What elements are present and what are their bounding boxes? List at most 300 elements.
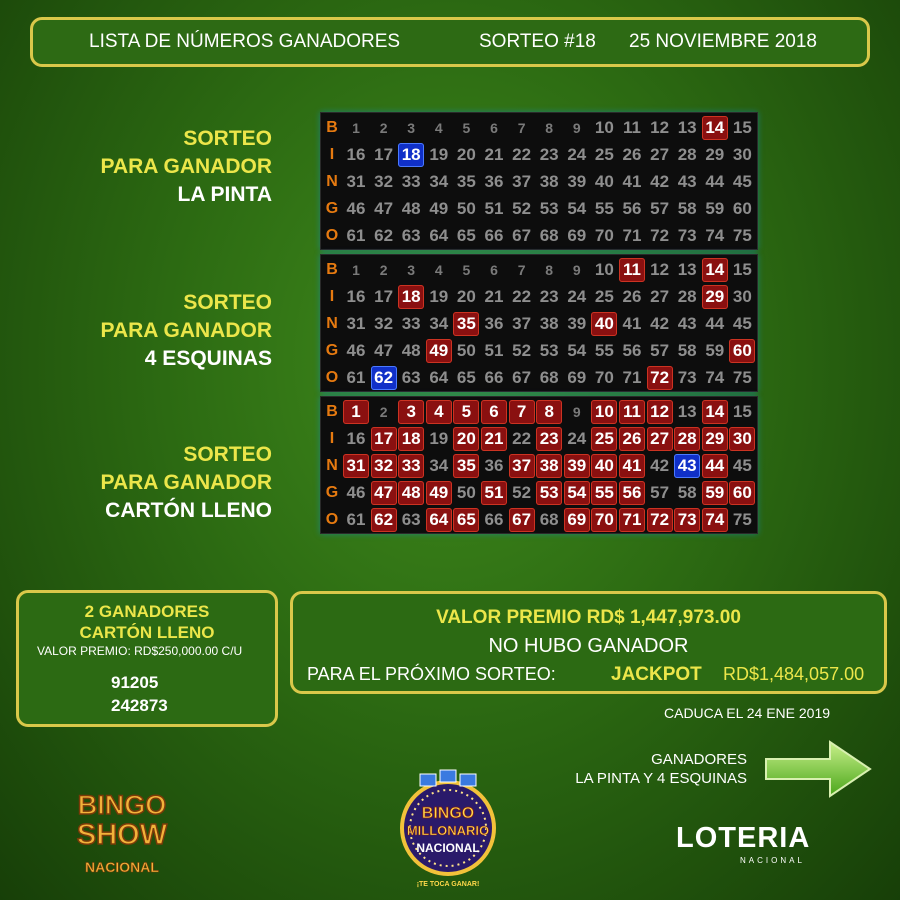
board-number: 64 <box>429 368 449 387</box>
board-number: 5 <box>453 400 479 424</box>
board-number: 69 <box>567 226 587 245</box>
board-number: 39 <box>564 454 590 478</box>
board-number: 19 <box>429 287 449 306</box>
board-number: 57 <box>650 199 670 218</box>
board-number: 8 <box>536 400 562 424</box>
board-number: 19 <box>429 145 449 164</box>
board-number: 46 <box>346 199 366 218</box>
board-number: 47 <box>374 341 394 360</box>
board-number: 33 <box>398 454 424 478</box>
winning-card-number: 242873 <box>111 696 168 715</box>
board-number: 13 <box>677 402 697 421</box>
board-number: 9 <box>572 120 581 136</box>
board-number: 11 <box>623 118 641 137</box>
label-line: SORTEO <box>183 443 272 466</box>
bingo-letter: G <box>325 484 339 501</box>
board-number: 19 <box>429 429 449 448</box>
board-number: 39 <box>567 314 587 333</box>
board-number: 68 <box>539 368 559 387</box>
board-number: 5 <box>462 120 471 136</box>
board-number: 60 <box>729 339 755 363</box>
board-number: 49 <box>426 339 452 363</box>
board-number: 73 <box>674 508 700 532</box>
no-winner-text: NO HUBO GANADOR <box>488 635 689 657</box>
bingo-letter: B <box>326 403 338 420</box>
board-number: 54 <box>567 341 587 360</box>
board-number: 20 <box>453 427 479 451</box>
board-number: 44 <box>705 314 725 333</box>
board-row <box>321 507 759 534</box>
board-number: 68 <box>539 226 559 245</box>
board-number: 12 <box>650 260 670 279</box>
board-number: 36 <box>484 314 504 333</box>
board-number: 14 <box>702 400 728 424</box>
board-number: 38 <box>536 454 562 478</box>
board-number: 24 <box>567 429 587 448</box>
board-number: 4 <box>434 120 443 136</box>
board-number: 59 <box>702 481 728 505</box>
board-number: 52 <box>512 483 532 502</box>
board-number: 67 <box>512 368 532 387</box>
board-number: 74 <box>705 368 725 387</box>
board-number: 22 <box>512 429 532 448</box>
board-number: 64 <box>426 508 452 532</box>
bingo-letter: G <box>325 342 339 359</box>
board-number: 51 <box>484 199 504 218</box>
board-number: 30 <box>732 145 752 164</box>
prize-box <box>290 591 887 694</box>
winners-title-line: CARTÓN LLENO <box>79 623 215 642</box>
board-number: 48 <box>401 341 421 360</box>
board-number: 57 <box>650 483 670 502</box>
board-number: 15 <box>732 402 752 421</box>
board-number: 56 <box>619 481 645 505</box>
board-number: 21 <box>484 145 504 164</box>
board-number: 69 <box>567 368 587 387</box>
board-row <box>321 284 759 311</box>
board-number: 32 <box>374 314 394 333</box>
board-number: 36 <box>484 456 504 475</box>
board-number: 41 <box>622 172 642 191</box>
board-number: 46 <box>346 483 366 502</box>
bingo-letter: N <box>326 457 338 474</box>
board-number: 61 <box>346 226 366 245</box>
bingo-letter: O <box>325 227 339 244</box>
board-number: 72 <box>647 366 673 390</box>
bingo-letter: B <box>326 261 338 278</box>
jackpot-label: JACKPOT <box>611 664 702 685</box>
board-number: 54 <box>567 199 587 218</box>
board-number: 7 <box>517 120 526 136</box>
board-number: 32 <box>371 454 397 478</box>
board-number: 29 <box>702 427 728 451</box>
board-number: 54 <box>564 481 590 505</box>
loteria-nacional-logo <box>676 818 836 868</box>
winners-title <box>19 601 275 643</box>
board-number: 27 <box>647 427 673 451</box>
label-line: PARA GANADOR <box>100 155 272 178</box>
board-number: 60 <box>729 481 755 505</box>
board-number: 74 <box>702 508 728 532</box>
board-number: 26 <box>619 427 645 451</box>
board-number: 70 <box>594 368 614 387</box>
board-number: 44 <box>702 454 728 478</box>
board-number: 32 <box>374 172 394 191</box>
board-number: 59 <box>705 199 725 218</box>
board-number: 50 <box>456 199 476 218</box>
board-number: 26 <box>622 287 642 306</box>
board-number: 75 <box>732 368 752 387</box>
bingo-letter: G <box>325 200 339 217</box>
board-number: 38 <box>539 172 559 191</box>
logo-text: SHOW <box>76 819 168 851</box>
board-number: 51 <box>481 481 507 505</box>
board-number: 57 <box>650 341 670 360</box>
board-number: 42 <box>650 314 670 333</box>
board-number: 34 <box>429 172 449 191</box>
board-number: 6 <box>481 400 507 424</box>
board-number: 42 <box>650 456 670 475</box>
board-row <box>321 115 759 142</box>
board-number: 23 <box>539 287 559 306</box>
label-line: PARA GANADOR <box>100 471 272 494</box>
logo-text: NACIONAL <box>85 859 159 875</box>
board-row <box>321 426 759 453</box>
board-number: 63 <box>401 368 421 387</box>
board-number: 9 <box>572 404 581 420</box>
board-number: 17 <box>374 145 394 164</box>
board-number: 28 <box>677 287 697 306</box>
board-row <box>321 257 759 284</box>
board-number: 40 <box>594 172 614 191</box>
board-number: 3 <box>407 262 416 278</box>
board-number: 35 <box>453 312 479 336</box>
label-line: PARA GANADOR <box>100 319 272 342</box>
label-4-esquinas <box>101 289 273 373</box>
board-number: 50 <box>456 483 476 502</box>
bingo-letter: I <box>329 430 335 447</box>
board-number: 43 <box>677 314 697 333</box>
board-number: 26 <box>622 145 642 164</box>
board-number: 21 <box>481 427 507 451</box>
board-number: 45 <box>732 172 752 191</box>
board-number: 35 <box>456 172 476 191</box>
board-number: 45 <box>732 314 752 333</box>
board-number: 38 <box>539 314 559 333</box>
winning-card-number: 91205 <box>111 673 159 692</box>
board-number: 36 <box>484 172 504 191</box>
bingo-letter: O <box>325 369 339 386</box>
board-number: 22 <box>512 145 532 164</box>
board-number: 7 <box>509 400 535 424</box>
board-number: 55 <box>594 199 614 218</box>
board-number: 49 <box>426 481 452 505</box>
board-number: 11 <box>619 400 645 424</box>
board-row <box>321 142 759 169</box>
label-line: CARTÓN LLENO <box>105 499 272 522</box>
board-number: 4 <box>426 400 452 424</box>
bingo-letter: B <box>326 119 338 136</box>
logo-text: ¡TE TOCA GANAR! <box>416 881 480 888</box>
board-number: 40 <box>591 312 617 336</box>
bingo-letter: O <box>325 511 339 528</box>
expiry-date: CADUCA EL 24 ENE 2019 <box>664 705 831 721</box>
board-number: 30 <box>729 427 755 451</box>
board-number: 61 <box>346 510 366 529</box>
next-page-line: LA PINTA Y 4 ESQUINAS <box>575 770 747 787</box>
board-number: 65 <box>453 508 479 532</box>
board-number: 31 <box>346 172 366 191</box>
board-number: 50 <box>456 341 476 360</box>
board-number: 25 <box>594 287 614 306</box>
board-number: 13 <box>677 118 697 137</box>
board-number: 8 <box>545 120 554 136</box>
board-number: 9 <box>572 262 581 278</box>
board-number: 16 <box>346 145 366 164</box>
board-row <box>321 453 759 480</box>
board-number: 53 <box>536 481 562 505</box>
board-number: 69 <box>564 508 590 532</box>
board-number: 47 <box>374 199 394 218</box>
board-number: 1 <box>352 262 360 278</box>
board-number: 1 <box>343 400 369 424</box>
board-number: 25 <box>594 145 614 164</box>
board-number: 71 <box>619 508 645 532</box>
board-number: 37 <box>512 314 532 333</box>
board-number: 10 <box>594 118 614 137</box>
board-number: 12 <box>647 400 673 424</box>
bingo-board-la-pinta <box>320 112 758 250</box>
board-number: 39 <box>567 172 587 191</box>
board-number: 61 <box>346 368 366 387</box>
board-number: 43 <box>677 172 697 191</box>
board-number: 51 <box>484 341 504 360</box>
board-number: 12 <box>650 118 670 137</box>
board-number: 7 <box>517 262 526 278</box>
board-number: 30 <box>732 287 752 306</box>
board-number: 48 <box>398 481 424 505</box>
board-number: 55 <box>594 341 614 360</box>
board-number: 27 <box>650 145 670 164</box>
board-row <box>321 365 759 392</box>
board-number: 66 <box>484 368 504 387</box>
board-number: 29 <box>705 145 725 164</box>
board-number: 34 <box>429 456 449 475</box>
board-number: 17 <box>371 427 397 451</box>
board-number: 31 <box>346 314 366 333</box>
logo-text: MILLONARIO <box>406 823 490 838</box>
board-row <box>321 399 759 426</box>
board-number: 56 <box>622 199 642 218</box>
board-number: 34 <box>429 314 449 333</box>
board-number: 71 <box>622 226 642 245</box>
board-number: 17 <box>374 287 394 306</box>
board-number: 64 <box>429 226 449 245</box>
board-number: 52 <box>512 199 532 218</box>
board-number: 60 <box>732 199 752 218</box>
label-la-pinta <box>101 125 273 209</box>
draw-number: SORTEO #18 <box>479 31 596 52</box>
board-number: 67 <box>509 508 535 532</box>
board-number: 45 <box>732 456 752 475</box>
board-number: 67 <box>512 226 532 245</box>
logo-text: NACIONAL <box>740 856 805 865</box>
board-number: 37 <box>509 454 535 478</box>
board-number: 14 <box>702 116 728 140</box>
label-line: 4 ESQUINAS <box>144 347 272 370</box>
board-number: 28 <box>677 145 697 164</box>
bingo-show-logo <box>72 788 172 880</box>
page-title: LISTA DE NÚMEROS GANADORES <box>89 31 401 52</box>
board-number: 65 <box>456 368 476 387</box>
board-number: 24 <box>567 145 587 164</box>
board-row <box>321 338 759 365</box>
board-number: 70 <box>594 226 614 245</box>
board-number: 41 <box>619 454 645 478</box>
board-number: 25 <box>591 427 617 451</box>
board-number: 8 <box>545 262 554 278</box>
board-number: 72 <box>650 226 670 245</box>
board-number: 18 <box>398 285 424 309</box>
bingo-board-4-esquinas <box>320 254 758 392</box>
board-number: 28 <box>674 427 700 451</box>
board-number: 18 <box>398 427 424 451</box>
label-line: LA PINTA <box>177 183 272 206</box>
board-number: 52 <box>512 341 532 360</box>
board-number: 5 <box>462 262 471 278</box>
board-number: 16 <box>346 429 366 448</box>
board-number: 58 <box>677 341 697 360</box>
board-number: 66 <box>484 226 504 245</box>
board-number: 55 <box>591 481 617 505</box>
board-number: 23 <box>536 427 562 451</box>
label-carton-lleno <box>101 441 273 525</box>
logo-text: BINGO <box>421 805 475 822</box>
bingo-millonario-logo <box>398 768 498 892</box>
board-number: 53 <box>539 199 559 218</box>
board-number: 20 <box>456 145 476 164</box>
board-number: 33 <box>401 314 421 333</box>
board-number: 29 <box>702 285 728 309</box>
board-number: 27 <box>650 287 670 306</box>
board-number: 15 <box>732 260 752 279</box>
bingo-letter: N <box>326 173 338 190</box>
board-number: 75 <box>732 226 752 245</box>
board-number: 18 <box>398 143 424 167</box>
board-number: 13 <box>677 260 697 279</box>
board-number: 3 <box>398 400 424 424</box>
next-arrow-icon[interactable] <box>764 740 872 798</box>
board-number: 72 <box>647 508 673 532</box>
board-number: 4 <box>434 262 443 278</box>
draw-date: 25 NOVIEMBRE 2018 <box>629 31 817 52</box>
prize-value: VALOR PREMIO RD$ 1,447,973.00 <box>436 607 741 628</box>
board-row <box>321 223 759 250</box>
board-number: 62 <box>371 366 397 390</box>
board-row <box>321 196 759 223</box>
board-number: 42 <box>650 172 670 191</box>
board-number: 48 <box>401 199 421 218</box>
board-number: 40 <box>591 454 617 478</box>
board-number: 43 <box>674 454 700 478</box>
board-number: 6 <box>490 120 498 136</box>
board-number: 22 <box>512 287 532 306</box>
board-number: 24 <box>567 287 587 306</box>
jackpot-amount: RD$1,484,057.00 <box>723 664 865 684</box>
board-number: 31 <box>343 454 369 478</box>
bingo-letter: I <box>329 146 335 163</box>
winners-box <box>16 590 278 727</box>
bingo-letter: N <box>326 315 338 332</box>
board-number: 62 <box>371 508 397 532</box>
board-number: 62 <box>374 226 394 245</box>
board-number: 58 <box>677 199 697 218</box>
winners-title-line: 2 GANADORES <box>84 602 210 621</box>
board-number: 56 <box>622 341 642 360</box>
header-bar <box>30 17 870 67</box>
board-number: 10 <box>591 400 617 424</box>
board-number: 41 <box>622 314 642 333</box>
board-row <box>321 169 759 196</box>
board-number: 3 <box>407 120 416 136</box>
board-number: 20 <box>456 287 476 306</box>
board-number: 21 <box>484 287 504 306</box>
board-number: 70 <box>591 508 617 532</box>
board-number: 63 <box>401 510 421 529</box>
board-number: 2 <box>379 404 388 420</box>
board-number: 73 <box>677 226 697 245</box>
board-row <box>321 480 759 507</box>
board-number: 35 <box>453 454 479 478</box>
board-number: 53 <box>539 341 559 360</box>
board-number: 74 <box>705 226 725 245</box>
board-number: 16 <box>346 287 366 306</box>
board-number: 15 <box>732 118 752 137</box>
board-row <box>321 311 759 338</box>
logo-text: BINGO <box>77 790 167 820</box>
board-number: 68 <box>539 510 559 529</box>
board-number: 6 <box>490 262 498 278</box>
board-number: 23 <box>539 145 559 164</box>
logo-text: NACIONAL <box>416 841 480 855</box>
next-page-label[interactable] <box>575 750 747 788</box>
board-number: 47 <box>371 481 397 505</box>
next-page-line: GANADORES <box>651 751 747 768</box>
board-number: 1 <box>352 120 360 136</box>
board-number: 44 <box>705 172 725 191</box>
winners-prize-value: VALOR PREMIO: RD$250,000.00 C/U <box>37 644 243 658</box>
board-number: 2 <box>379 120 388 136</box>
board-number: 75 <box>732 510 752 529</box>
board-number: 37 <box>512 172 532 191</box>
board-number: 63 <box>401 226 421 245</box>
board-number: 66 <box>484 510 504 529</box>
logo-text: LOTERIA <box>676 822 811 854</box>
board-number: 46 <box>346 341 366 360</box>
label-line: SORTEO <box>183 291 272 314</box>
board-number: 73 <box>677 368 697 387</box>
bingo-letter: I <box>329 288 335 305</box>
board-number: 2 <box>379 262 388 278</box>
board-number: 58 <box>677 483 697 502</box>
board-number: 65 <box>456 226 476 245</box>
board-number: 49 <box>429 199 449 218</box>
label-line: SORTEO <box>183 127 272 150</box>
board-number: 14 <box>702 258 728 282</box>
board-number: 33 <box>401 172 421 191</box>
board-number: 11 <box>619 258 645 282</box>
bingo-board-carton-lleno <box>320 396 758 534</box>
